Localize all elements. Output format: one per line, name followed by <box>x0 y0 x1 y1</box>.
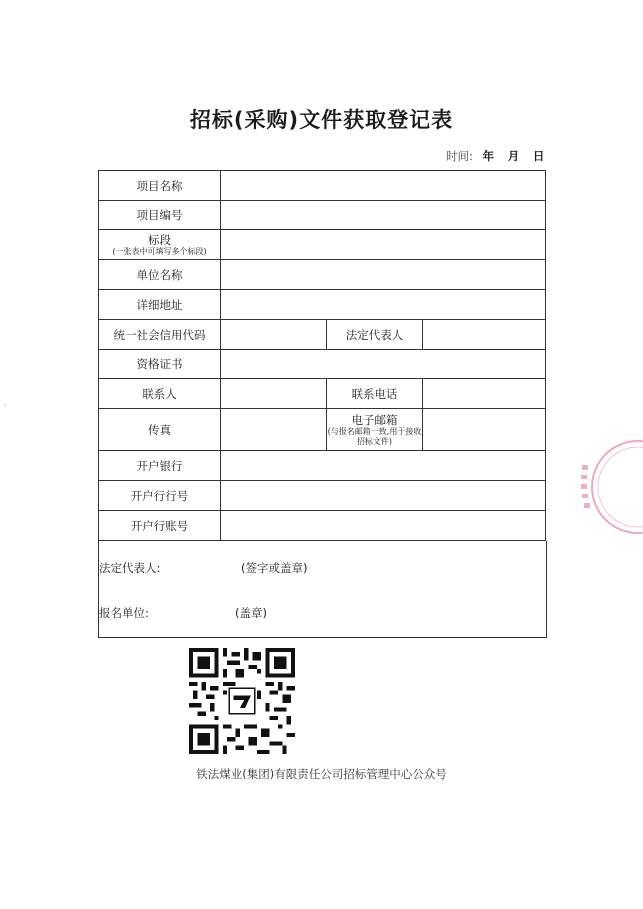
date-line <box>446 148 544 164</box>
lot-label: 标段 <box>148 232 171 247</box>
signature-block <box>98 541 547 638</box>
bank-account-label: 开户行账号 <box>99 511 221 541</box>
legal-rep-signature-row <box>99 560 308 576</box>
legal-rep-signature-label: 法定代表人: <box>99 561 161 575</box>
project-name-label: 项目名称 <box>99 171 221 201</box>
email-label: 电子邮箱 <box>351 412 398 427</box>
company-name-label: 单位名称 <box>99 260 221 290</box>
address-field[interactable] <box>221 290 546 320</box>
qr-code-icon <box>188 648 296 754</box>
project-name-field[interactable] <box>221 171 546 201</box>
bank-account-field[interactable] <box>221 511 546 541</box>
email-label-cell <box>327 409 423 451</box>
phone-field[interactable] <box>423 379 546 409</box>
qualification-field[interactable] <box>221 350 546 379</box>
seal-stamp-icon <box>578 435 643 540</box>
qr-caption: 铁法煤业(集团)有限责任公司招标管理中心公众号 <box>196 767 447 781</box>
lot-field[interactable] <box>221 230 546 260</box>
registration-table <box>98 170 546 541</box>
bank-number-field[interactable] <box>221 481 546 511</box>
fax-field[interactable] <box>221 409 327 451</box>
page-title: 招标(采购)文件获取登记表 <box>189 108 454 132</box>
credit-code-field[interactable] <box>221 320 327 350</box>
unit-signature-note: (盖章) <box>235 606 267 620</box>
legal-rep-field[interactable] <box>423 320 546 350</box>
legal-rep-signature-note: (签字或盖章) <box>241 561 308 575</box>
fax-label: 传真 <box>99 409 221 451</box>
credit-code-label: 统一社会信用代码 <box>99 320 221 350</box>
bank-field[interactable] <box>221 451 546 481</box>
company-name-field[interactable] <box>221 260 546 290</box>
project-number-field[interactable] <box>221 201 546 230</box>
email-note: (与报名邮箱一致,用于接收招标文件) <box>327 426 422 446</box>
lot-label-cell <box>99 230 221 260</box>
contact-label: 联系人 <box>99 379 221 409</box>
phone-label: 联系电话 <box>327 379 423 409</box>
scan-speck <box>4 404 6 406</box>
unit-signature-label: 报名单位: <box>99 606 149 620</box>
project-number-label: 项目编号 <box>99 201 221 230</box>
email-field[interactable] <box>423 409 546 451</box>
lot-note: (一张表中可填写多个标段) <box>112 246 207 256</box>
year-label: 年 <box>482 149 495 163</box>
qualification-label: 资格证书 <box>99 350 221 379</box>
contact-field[interactable] <box>221 379 327 409</box>
date-label: 时间: <box>446 149 473 163</box>
address-label: 详细地址 <box>99 290 221 320</box>
bank-label: 开户银行 <box>99 451 221 481</box>
legal-rep-label: 法定代表人 <box>327 320 423 350</box>
unit-signature-row <box>99 605 267 621</box>
day-label: 日 <box>532 149 545 163</box>
month-label: 月 <box>507 149 520 163</box>
bank-number-label: 开户行行号 <box>99 481 221 511</box>
